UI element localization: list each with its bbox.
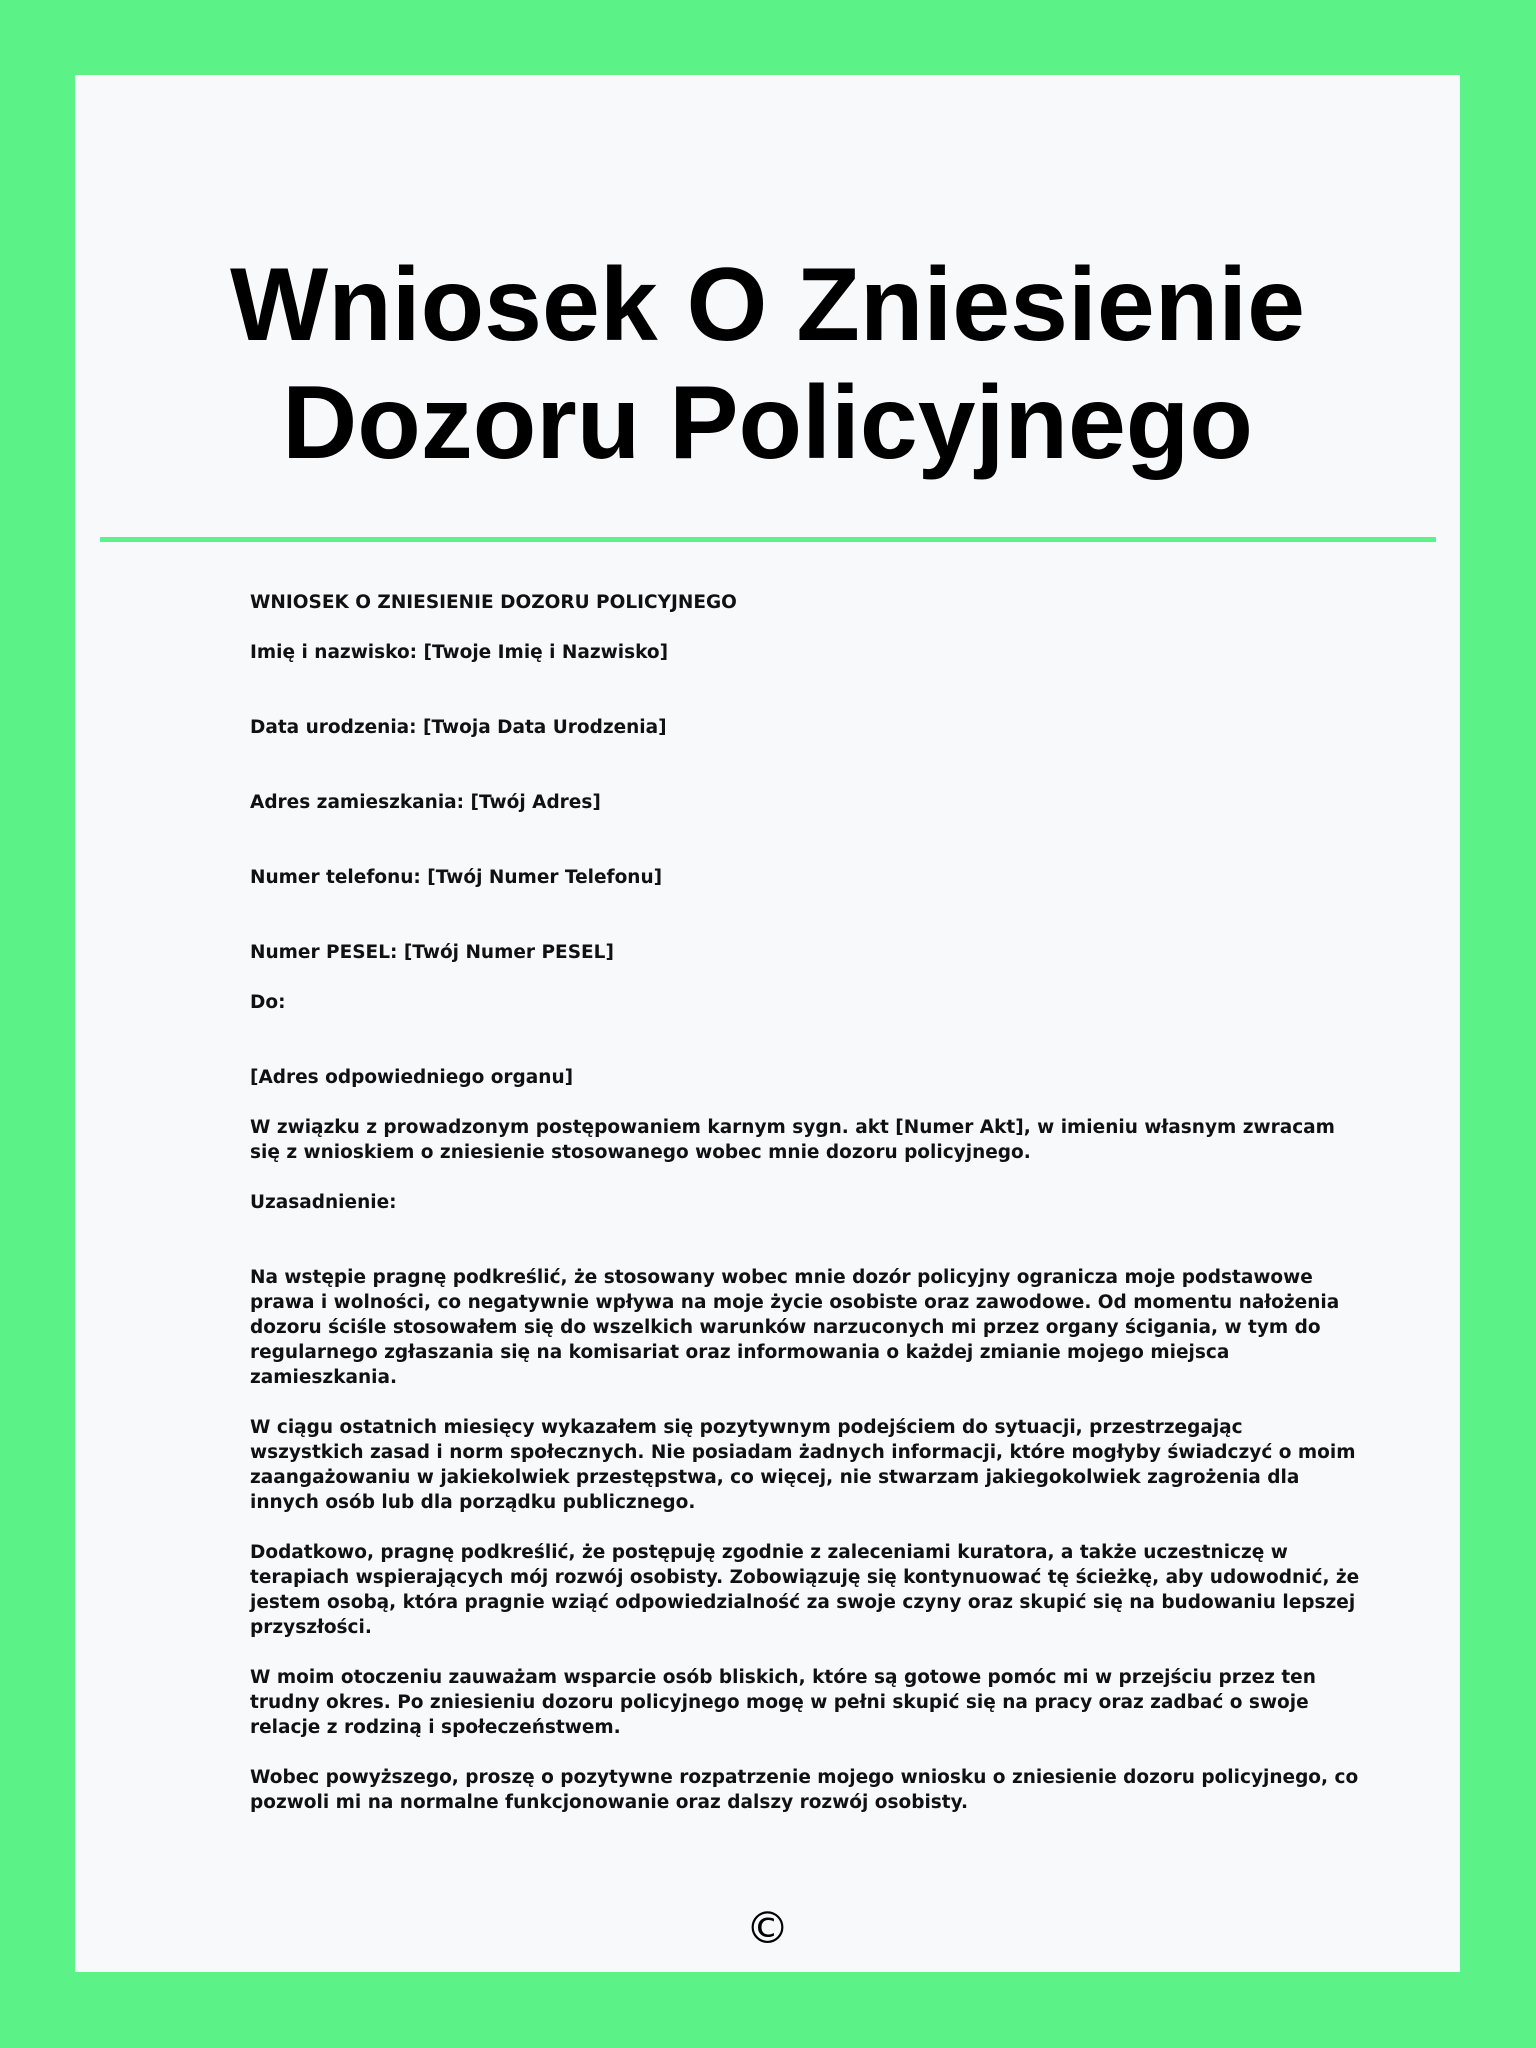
title-divider [100,537,1436,542]
field-phone: Numer telefonu: [Twój Numer Telefonu] [250,867,663,888]
justification-paragraph-5: Wobec powyższego, proszę o pozytywne rozpatrzenie mojego wniosku o zniesienie dozoru policyjnego, co pozwoli mi na normalne funkcjonowanie oraz dalszy rozwój osobisty. [250,1767,1359,1813]
field-birth-date: Data urodzenia: [Twoja Data Urodzenia] [250,717,667,738]
to-label: Do: [250,992,286,1013]
justification-label: Uzasadnienie: [250,1192,397,1213]
document-heading: WNIOSEK O ZNIESIENIE DOZORU POLICYJNEGO [250,592,737,613]
copyright-icon: © [745,1903,790,1954]
document-page [75,75,1460,1972]
document-body [250,590,1360,1840]
justification-paragraph-2: W ciągu ostatnich miesięcy wykazałem się pozytywnym podejściem do sytuacji, przestrzegając wszystkich zasad i norm społecznych. Nie posiadam żadnych informacji, które mogłyby świadczyć o moim zaangażowaniu w jakiekolwiek przestępstwa, co więcej, nie stwarzam jakiegokolwiek zagrożenia dla innych osób lub dla porządku publicznego. [250,1417,1356,1513]
field-address: Adres zamieszkania: [Twój Adres] [250,792,601,813]
recipient-address: [Adres odpowiedniego organu] [250,1067,574,1088]
justification-paragraph-1: Na wstępie pragnę podkreślić, że stosowany wobec mnie dozór policyjny ogranicza moje podstawowe prawa i wolności, co negatywnie wpływa na moje życie osobiste oraz zawodowe. Od momentu nałożenia dozoru ściśle stosowałem się do wszelkich warunków narzuconych mi przez organy ścigania, w tym do regularnego zgłaszania się na komisariat oraz informowania o każdej zmianie mojego miejsca zamieszkania. [250,1267,1340,1388]
field-name: Imię i nazwisko: [Twoje Imię i Nazwisko] [250,642,669,663]
justification-paragraph-3: Dodatkowo, pragnę podkreślić, że postępuję zgodnie z zaleceniami kuratora, a także uczestniczę w terapiach wspierających mój rozwój osobisty. Zobowiązuję się kontynuować tę ścieżkę, aby udowodnić, że jestem osobą, która pragnie wziąć odpowiedzialność za swoje czyny oraz skupić się na budowaniu lepszej przyszłości. [250,1542,1360,1638]
justification-paragraph-4: W moim otoczeniu zauważam wsparcie osób bliskich, które są gotowe pomóc mi w przejściu przez ten trudny okres. Po zniesieniu dozoru policyjnego mogę w pełni skupić się na pracy oraz zadbać o swoje relacje z rodziną i społeczeństwem. [250,1667,1316,1738]
document-title: Wniosek O Zniesienie Dozoru Policyjnego [230,247,1305,481]
intro-paragraph: W związku z prowadzonym postępowaniem karnym sygn. akt [Numer Akt], w imieniu własnym zwracam się z wnioskiem o zniesienie stosowanego wobec mnie dozoru policyjnego. [250,1117,1335,1163]
field-pesel: Numer PESEL: [Twój Numer PESEL] [250,942,614,963]
